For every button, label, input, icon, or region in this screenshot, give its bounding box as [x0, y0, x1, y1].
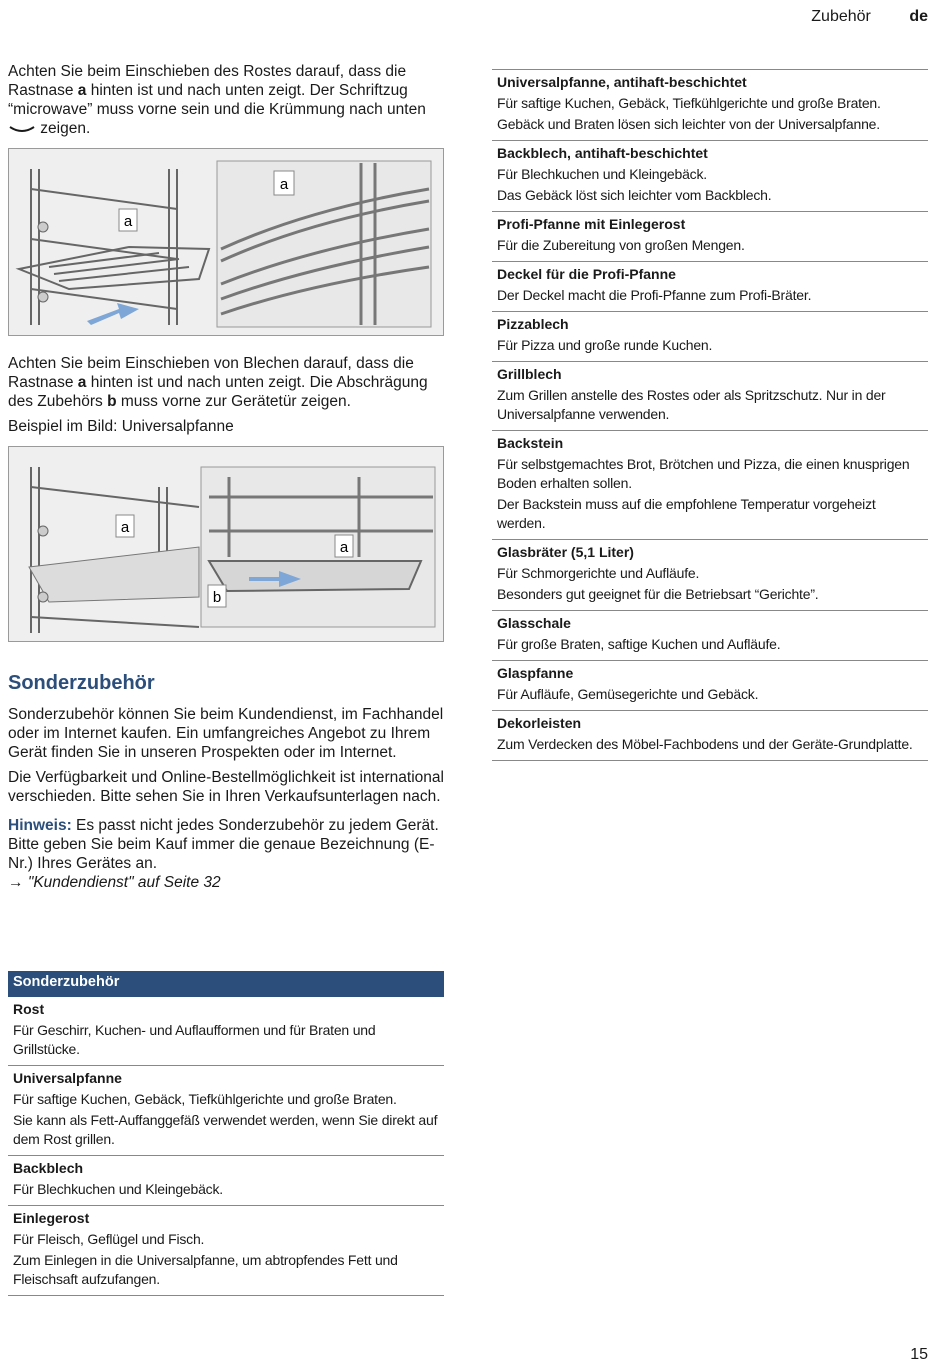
table-row — [8, 1066, 444, 1156]
table-row — [492, 661, 928, 711]
optional-accessories-table — [8, 971, 444, 1296]
row-title: Rost — [13, 1001, 45, 1017]
fig2-label-b: b — [212, 589, 222, 606]
table-row — [492, 312, 928, 362]
row-description: Sie kann als Fett-Auffanggefäß verwendet werden, wenn Sie direkt auf dem Rost grillen. — [13, 1112, 438, 1147]
row-description: Für Blechkuchen und Kleingebäck. — [13, 1181, 223, 1197]
row-title: Universalpfanne — [13, 1070, 122, 1086]
row-title: Grillblech — [497, 366, 562, 382]
row-description: Das Gebäck löst sich leichter vom Backblech. — [497, 187, 772, 203]
row-title: Glaspfanne — [497, 665, 574, 681]
row-description: Für Blechkuchen und Kleingebäck. — [497, 166, 707, 182]
row-description: Der Backstein muss auf die empfohlene Temperatur vorgeheizt werden. — [497, 496, 876, 531]
row-description: Für Fleisch, Geflügel und Fisch. — [13, 1231, 205, 1247]
row-title: Einlegerost — [13, 1210, 90, 1226]
fig1-label-a-left: a — [123, 213, 133, 230]
page-number: 15 — [910, 1346, 928, 1363]
page-header — [811, 8, 928, 26]
arrow-right-icon: → — [8, 874, 24, 891]
table-row — [492, 611, 928, 661]
row-description: Für Aufläufe, Gemüsegerichte und Gebäck. — [497, 686, 759, 702]
table-header: Sonderzubehör — [8, 971, 444, 997]
table-row — [492, 262, 928, 312]
row-description: Zum Einlegen in die Universalpfanne, um abtropfendes Fett und Fleischsaft aufzufangen. — [13, 1252, 398, 1287]
tray-illustration-svg — [9, 447, 443, 641]
fig2-label-a-left: a — [120, 519, 130, 536]
cross-reference-link[interactable]: "Kundendienst" auf Seite 32 — [27, 874, 221, 891]
row-description: Für Pizza und große runde Kuchen. — [497, 337, 713, 353]
row-description: Für die Zubereitung von großen Mengen. — [497, 237, 745, 253]
row-description: Für saftige Kuchen, Gebäck, Tiefkühlgerichte und große Braten. — [497, 95, 881, 111]
paragraph-rack-insert: Achten Sie beim Einschieben des Rostes darauf, dass die Rastnase a hinten ist und nach unten zeigt. Der Schriftzug “microwave” muss vorne sein und die Krümmung nach unten zeigen. — [8, 63, 426, 137]
row-title: Universalpfanne, antihaft-beschichtet — [497, 74, 747, 90]
table-row — [492, 141, 928, 212]
table-row — [492, 70, 928, 141]
table-row — [492, 212, 928, 262]
table-row — [492, 362, 928, 431]
row-title: Backstein — [497, 435, 564, 451]
paragraph-tray-insert: Achten Sie beim Einschieben von Blechen darauf, dass die Rastnase a hinten ist und nach unten zeigt. Die Abschrägung des Zubehörs b muss vorne zur Gerätetür zeigen. — [8, 355, 428, 410]
table-row — [492, 540, 928, 611]
row-description: Für große Braten, saftige Kuchen und Aufläufe. — [497, 636, 781, 652]
row-description: Für selbstgemachtes Brot, Brötchen und Pizza, die einen knusprigen Boden erhalten sollen. — [497, 456, 910, 491]
rack-illustration-svg — [9, 149, 443, 335]
table-row — [492, 431, 928, 540]
row-description: Gebäck und Braten lösen sich leichter von der Universalpfanne. — [497, 116, 880, 132]
row-title: Deckel für die Profi-Pfanne — [497, 266, 676, 282]
row-title: Pizzablech — [497, 316, 569, 332]
row-description: Besonders gut geeignet für die Betriebsart “Gerichte”. — [497, 586, 819, 602]
table-row — [492, 711, 928, 761]
row-description: Für saftige Kuchen, Gebäck, Tiefkühlgerichte und große Braten. — [13, 1091, 397, 1107]
language-code: de — [909, 8, 928, 25]
fig2-label-a-right: a — [339, 539, 349, 556]
fig1-label-a-right: a — [279, 176, 289, 193]
row-description: Der Deckel macht die Profi-Pfanne zum Profi-Bräter. — [497, 287, 812, 303]
table-row — [8, 1206, 444, 1296]
row-description: Für Geschirr, Kuchen- und Auflaufformen und für Braten und Grillstücke. — [13, 1022, 376, 1057]
row-title: Backblech — [13, 1160, 84, 1176]
hint-note: Hinweis: Es passt nicht jedes Sonderzubehör zu jedem Gerät. Bitte geben Sie beim Kauf immer die genaue Bezeichnung (E-Nr.) Ihres Gerätes an. → "Kundendienst" auf Seite 32 — [8, 817, 439, 891]
row-title: Dekorleisten — [497, 715, 582, 731]
row-title: Profi-Pfanne mit Einlegerost — [497, 216, 686, 232]
table-row — [8, 1156, 444, 1206]
curve-down-icon — [8, 123, 36, 135]
row-description: Zum Grillen anstelle des Rostes oder als Spritzschutz. Nur in der Universalpfanne verwenden. — [497, 387, 886, 422]
row-description: Zum Verdecken des Möbel-Fachbodens und der Geräte-Grundplatte. — [497, 736, 913, 752]
tray-insert-illustration — [8, 446, 444, 642]
left-column — [8, 62, 444, 892]
paragraph-example: Beispiel im Bild: Universalpfanne — [8, 418, 234, 435]
row-title: Backblech, antihaft-beschichtet — [497, 145, 708, 161]
paragraph-optional-accessories: Sonderzubehör können Sie beim Kundendienst, im Fachhandel oder im Internet kaufen. Ein umfangreiches Angebot zu Ihrem Gerät finden Sie in unseren Prospekten oder im Internet. — [8, 706, 444, 761]
row-description: Für Schmorgerichte und Aufläufe. — [497, 565, 700, 581]
hint-label: Hinweis: — [8, 817, 72, 834]
row-title: Glasschale — [497, 615, 571, 631]
row-title: Glasbräter (5,1 Liter) — [497, 544, 634, 560]
section-title: Zubehör — [811, 8, 871, 25]
accessories-table-continued — [492, 69, 928, 761]
rack-insert-illustration — [8, 148, 444, 336]
paragraph-availability: Die Verfügbarkeit und Online-Bestellmöglichkeit ist international verschieden. Bitte sehen Sie in Ihren Verkaufsunterlagen nach. — [8, 769, 444, 805]
section-heading: Sonderzubehör — [8, 672, 155, 694]
table-row — [8, 997, 444, 1066]
